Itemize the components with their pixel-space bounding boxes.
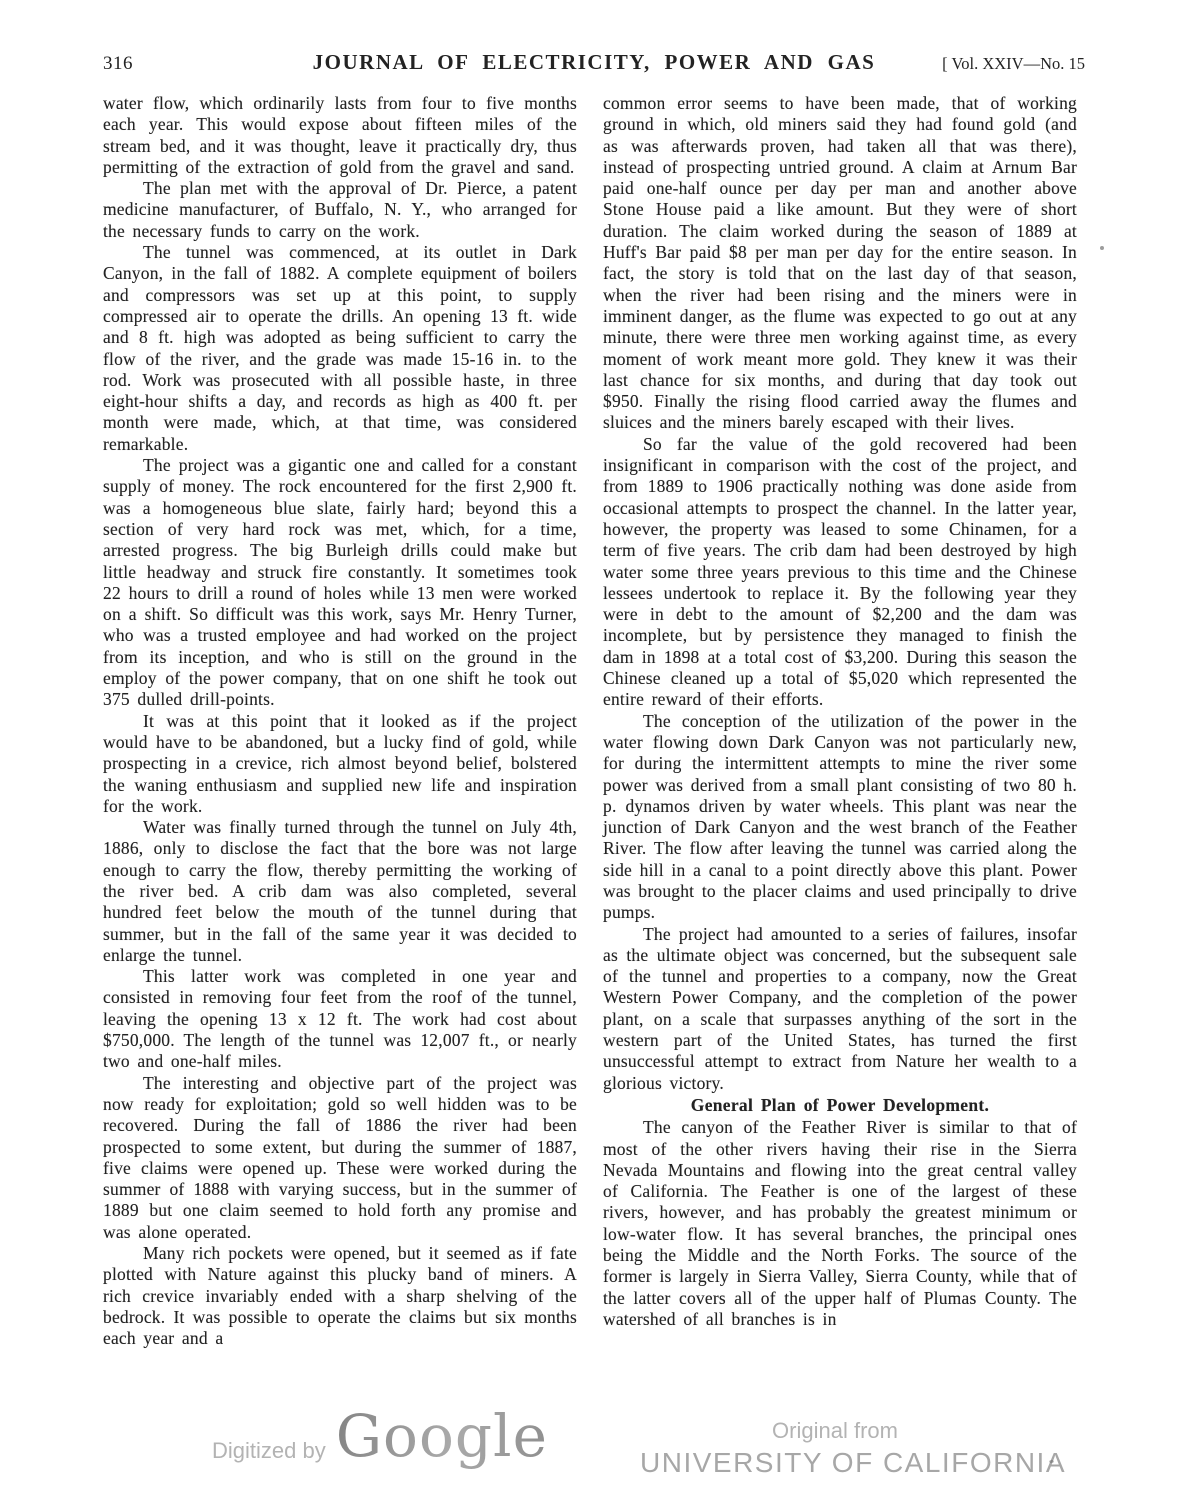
google-watermark [212,1402,548,1470]
left-column [103,93,577,1350]
scan-artifact-dot [1100,246,1104,250]
paragraph: The canyon of the Feather River is similar to that of most of the other rivers having their rise in the Sierra Nevada Mountains and flowing into the great central valley of California. The Feather is one of the largest of these rivers, however, and has probably the greatest minimum or low-water flow. It has several branches, the principal ones being the Middle and the North Forks. The source of the former is largely in Sierra Valley, Sierra County, while that of the latter covers all of the upper half of Plumas County. The watershed of all branches is in [603,1117,1077,1329]
digitized-by-label: Digitized by [212,1438,326,1463]
page-number: 316 [103,53,133,74]
paragraph: Water was finally turned through the tunnel on July 4th, 1886, only to disclose the fact that the bore was not large enough to carry the flow, thereby permitting the working of the river bed. A crib dam was also completed, several hundred feet below the mouth of the tunnel during that summer, but in the fall of the same year it was decided to enlarge the tunnel. [103,817,577,965]
paragraph: Many rich pockets were opened, but it seemed as if fate plotted with Nature against this plucky band of miners. A rich crevice invariably ended with a sharp shelving of the bedrock. It was possible to operate the claims but six months each year and a [103,1243,577,1349]
right-column [603,93,1077,1350]
paragraph: The tunnel was commenced, at its outlet in Dark Canyon, in the fall of 1882. A complete equipment of boilers and compressors was set up at this point, to supply compressed air to operate the drills. An opening 13 ft. wide and 8 ft. high was adopted as being sufficient to carry the flow of the river, and the grade was made 15-16 in. to the rod. Work was prosecuted with all possible haste, in three eight-hour shifts a day, and records as high as 400 ft. per month were made, which, at that time, was considered remarkable. [103,242,577,454]
paragraph: The project had amounted to a series of failures, insofar as the ultimate object was concerned, but the subsequent sale of the tunnel and properties to a company, now the Great Western Power Company, and the completion of the power plant, on a scale that surpasses anything of the sort in the western part of the United States, has turned the first unsuccessful attempt to extract from Nature her wealth to a glorious victory. [603,923,1077,1093]
google-logo: Google [335,1402,548,1470]
institution-label: UNIVERSITY OF CALIFORNIA [640,1447,1066,1478]
paragraph: The interesting and objective part of the project was now ready for exploitation; gold so well hidden was to be recovered. During the fall of 1886 the river had been prospected to some extent, but during the summer of 1887, five claims were opened up. These were worked during the summer of 1888 with varying success, but in the summer of 1889 but one claim seemed to hold forth any promise and was alone operated. [103,1072,577,1242]
text-columns [103,93,1077,1350]
original-from-label: Original from [772,1418,898,1443]
paragraph: The project was a gigantic one and called for a constant supply of money. The rock encountered for the first 2,900 ft. was a homogeneous blue slate, fairly hard; beyond this a section of very hard rock was met, which, for a time, arrested progress. The big Burleigh drills could make but little headway and struck fire constantly. It sometimes took 22 hours to drill a round of holes while 13 men were worked on a shift. So difficult was this work, says Mr. Henry Turner, who was a trusted employee and had worked on the project from its inception, and who is still on the ground in the employ of the power company, that on one shift he took out 375 dulled drill-points. [103,455,577,710]
paragraph: This latter work was completed in one year and consisted in removing four feet from the roof of the tunnel, leaving the opening 13 x 12 ft. The work had cost about $750,000. The length of the tunnel was 12,007 ft., or nearly two and one-half miles. [103,966,577,1072]
scan-artifact-dot [1049,1460,1054,1463]
paragraph: The plan met with the approval of Dr. Pierce, a patent medicine manufacturer, of Buffalo, N. Y., who arranged for the necessary funds to carry on the work. [103,178,577,241]
paragraph: So far the value of the gold recovered had been insignificant in comparison with the cost of the project, and from 1889 to 1906 practically nothing was done aside from occasional attempts to prospect the channel. In the latter year, however, the property was leased to some Chinamen, for a term of five years. The crib dam had been destroyed by high water some three years previous to this time and the Chinese lessees undertook to replace it. By the following year they were in debt to the amount of $2,200 and the dam was incomplete, but by persistence they managed to finish the dam in 1898 at a total cost of $3,200. During this season the Chinese cleaned up a total of $5,020 which represented the entire reward of their efforts. [603,433,1077,710]
paragraph: The conception of the utilization of the power in the water flowing down Dark Canyon was not particularly new, for during the intermittent attempts to mine the river some power was derived from a small plant consisting of two 80 h. p. dynamos driven by water wheels. This plant was near the junction of Dark Canyon and the west branch of the Feather River. The flow after leaving the tunnel was carried along the side hill in a canal to a point directly above this plant. Power was brought to the placer claims and used principally to drive pumps. [603,710,1077,923]
paragraph: It was at this point that it looked as if the project would have to be abandoned, but a lucky find of gold, while prospecting in a crevice, rich almost beyond belief, bolstered the waning enthusiasm and supplied new life and inspiration for the work. [103,710,577,816]
volume-issue: [ Vol. XXIV—No. 15 [942,54,1085,73]
page-header [103,50,1085,80]
paragraph: common error seems to have been made, that of working ground in which, old miners said they had found gold (and as was afterwards proven, had taken all that was there), instead of prospecting untried ground. A claim at Arnum Bar paid one-half ounce per day per man and another above Stone House paid a like amount. But they were of short duration. The claim worked during the season of 1889 at Huff's Bar paid $8 per man per day for the entire season. In fact, the story is told that on the last day of that season, when the river had been rising and the miners were in imminent danger, as the flume was expected to go out at any minute, there were three men working against time, as every moment of work meant more gold. They knew it was their last chance for six months, and during that day took out $950. Finally the rising flood carried away the flumes and sluices and the miners barely escaped with their lives. [603,93,1077,433]
journal-title: JOURNAL OF ELECTRICITY, POWER AND GAS [312,50,876,74]
library-watermark [640,1418,1066,1479]
section-heading: General Plan of Power Development. [690,1094,990,1115]
paragraph: water flow, which ordinarily lasts from four to five months each year. This would expose about fifteen miles of the stream bed, and it was thought, leave it practically dry, thus permitting of the extraction of gold from the gravel and sand. [103,93,577,177]
